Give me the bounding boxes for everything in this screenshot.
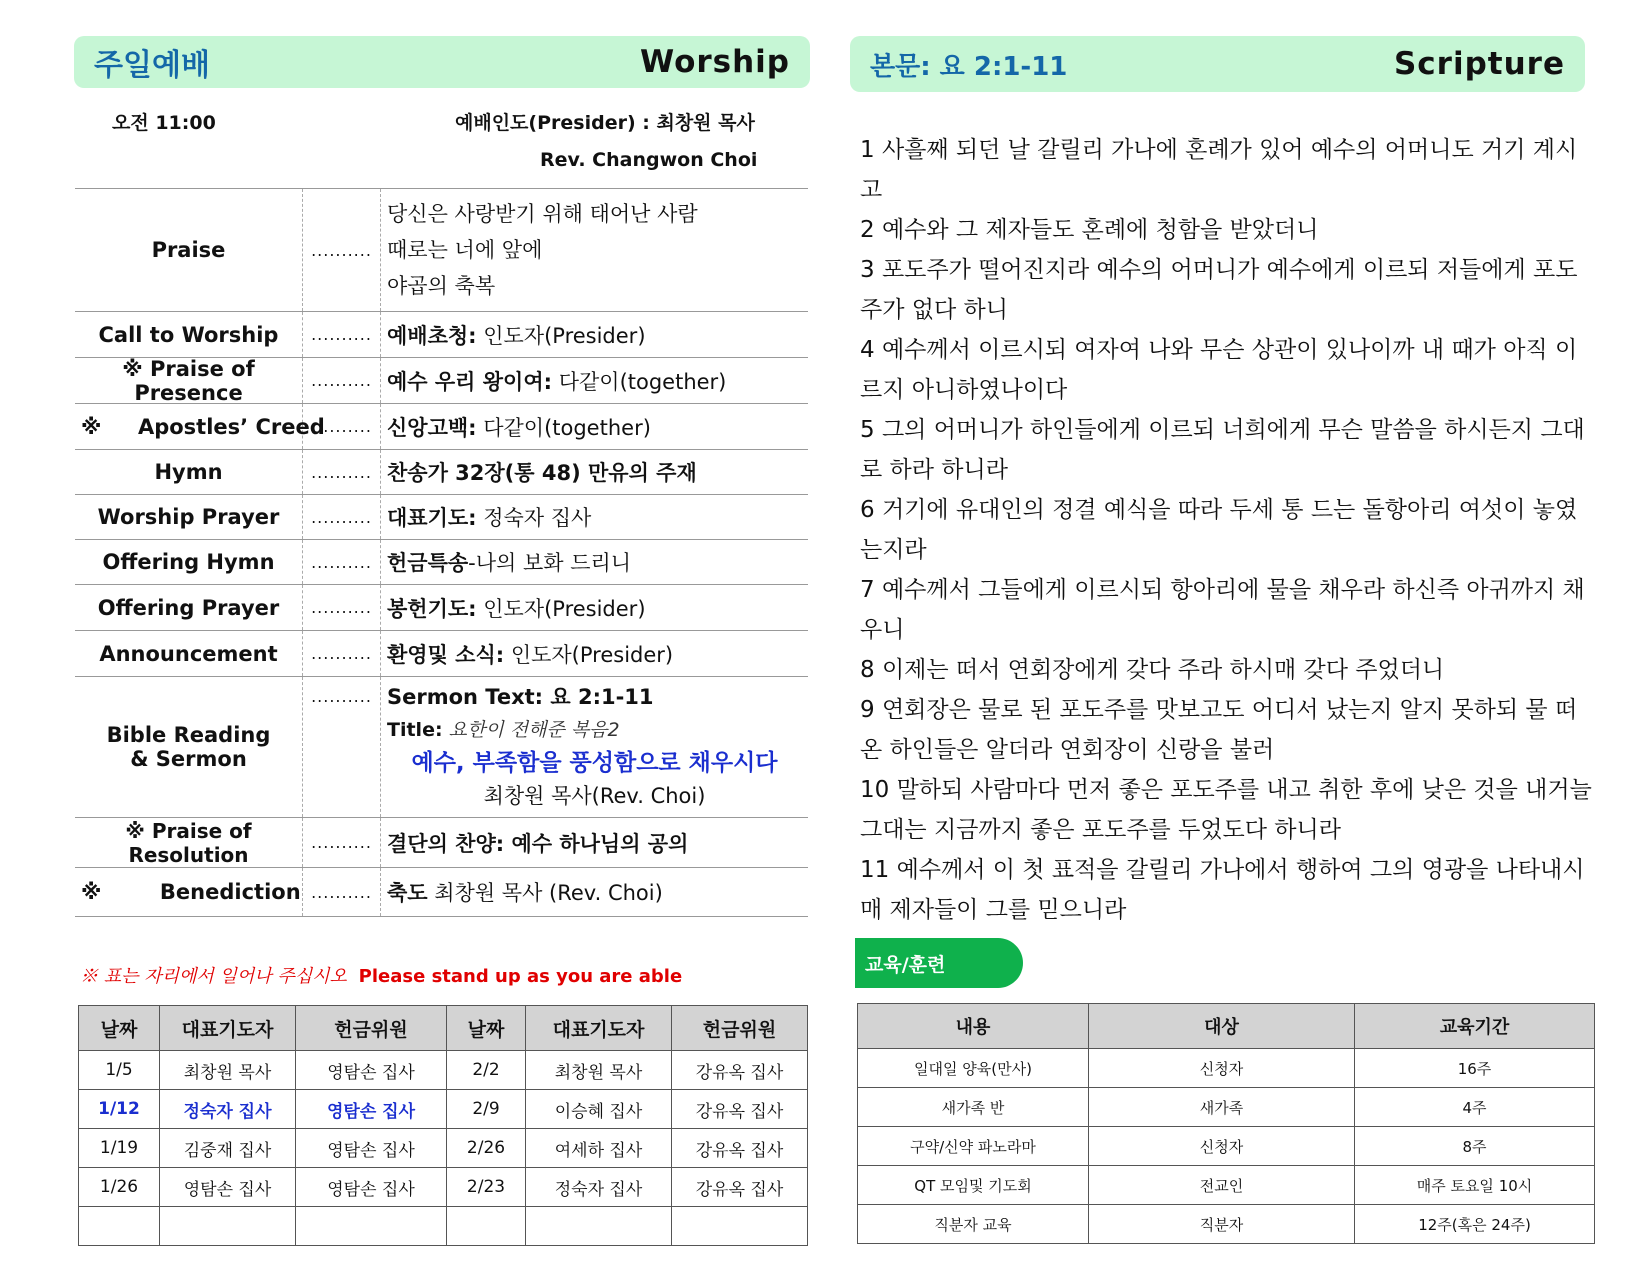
praise-songs (381, 189, 808, 311)
table-cell (296, 1207, 447, 1246)
leader-dots: .......... (303, 818, 381, 867)
order-item-detail (381, 868, 808, 916)
table-cell: 새가족 (1089, 1088, 1355, 1127)
order-item-name: ※ Praise of Resolution (75, 818, 303, 867)
table-cell (447, 1207, 526, 1246)
order-row (75, 450, 808, 495)
detail-bold: 헌금특송 (387, 551, 469, 575)
table-cell: 12주(혹은 24주) (1355, 1205, 1595, 1244)
order-row-sermon (75, 677, 808, 818)
table-cell (526, 1207, 672, 1246)
table-row (79, 1168, 808, 1207)
sermon-detail (381, 677, 808, 817)
order-item-detail (381, 312, 808, 357)
col-header: 교육기간 (1355, 1004, 1595, 1049)
table-cell: 최창원 목사 (160, 1051, 296, 1090)
worship-header (74, 36, 810, 88)
series-title: 요한이 전해준 복음2 (448, 719, 620, 741)
order-item-detail (381, 358, 808, 403)
order-item-detail (381, 631, 808, 676)
scripture-title-kr: 본문: 요 2:1-11 (870, 51, 1068, 82)
detail-bold: 예배초청: (387, 323, 477, 348)
order-row (75, 404, 808, 450)
verse: 9 연회장은 물로 된 포도주를 맛보고도 어디서 났는지 알지 못하되 물 떠온 하인들은 알더라 연회장이 신랑을 불러 (860, 697, 1578, 763)
table-cell: 새가족 반 (858, 1088, 1089, 1127)
table-row (79, 1207, 808, 1246)
table-cell: 1/12 (79, 1090, 160, 1129)
table-cell: 4주 (1355, 1088, 1595, 1127)
col-header: 헌금위원 (672, 1006, 808, 1051)
leader-dots: .......... (303, 450, 381, 494)
table-cell: 강유옥 집사 (672, 1051, 808, 1090)
order-row (75, 585, 808, 631)
table-cell: 직분자 (1089, 1205, 1355, 1244)
praise-song: 때로는 너에 앞에 (387, 238, 543, 262)
table-cell: 강유옥 집사 (672, 1129, 808, 1168)
service-time: 오전 11:00 (112, 112, 216, 134)
table-cell: QT 모임및 기도회 (858, 1166, 1089, 1205)
order-item-name: Announcement (75, 631, 303, 676)
detail-text: 정숙자 집사 (476, 506, 592, 530)
table-cell: 최창원 목사 (526, 1051, 672, 1090)
detail-bold: 대표기도: (387, 506, 477, 530)
table-row (858, 1166, 1595, 1205)
detail-bold: 찬송가 32장(통 48) 만유의 주재 (387, 461, 697, 485)
table-cell: 강유옥 집사 (672, 1090, 808, 1129)
detail-text: -나의 보화 드리니 (468, 551, 632, 575)
rota-header-row (79, 1006, 808, 1051)
presider: 예배인도(Presider) : 최창원 목사 (455, 112, 755, 134)
stand-note (80, 962, 682, 988)
table-cell: 이승혜 집사 (526, 1090, 672, 1129)
detail-bold: 신앙고백: (387, 415, 477, 440)
scripture-text (860, 130, 1595, 930)
table-cell: 1/26 (79, 1168, 160, 1207)
col-header: 날짜 (79, 1006, 160, 1051)
title-label: Title: (387, 719, 443, 741)
verse: 3 포도주가 떨어진지라 예수의 어머니가 예수에게 이르되 저들에게 포도주가 없다 하니 (860, 257, 1578, 323)
table-row (79, 1129, 808, 1168)
sermon-main-title: 예수, 부족함을 풍성함으로 채우시다 (411, 750, 778, 776)
worship-title-en: Worship (639, 44, 790, 80)
order-row (75, 495, 808, 540)
order-row (75, 358, 808, 404)
table-cell: 영탐손 집사 (296, 1090, 447, 1129)
table-row (79, 1090, 808, 1129)
table-cell: 일대일 양육(만사) (858, 1049, 1089, 1088)
order-item-detail (381, 540, 808, 584)
col-header: 대상 (1089, 1004, 1355, 1049)
detail-bold: 축도 (387, 881, 428, 905)
detail-bold: 봉헌기도: (387, 596, 477, 621)
order-item-detail (381, 404, 808, 449)
verse: 10 말하되 사람마다 먼저 좋은 포도주를 내고 취한 후에 낮은 것을 내거늘 그대는 지금까지 좋은 포도주를 두었도다 하니라 (860, 777, 1592, 843)
table-cell: 신청자 (1089, 1127, 1355, 1166)
col-header: 헌금위원 (296, 1006, 447, 1051)
verse: 5 그의 어머니가 하인들에게 이르되 너희에게 무슨 말씀을 하시든지 그대로 하라 하니라 (860, 417, 1585, 483)
sermon-title-line (387, 714, 802, 747)
col-header: 대표기도자 (160, 1006, 296, 1051)
table-cell: 16주 (1355, 1049, 1595, 1088)
order-row (75, 540, 808, 585)
praise-song: 야곱의 축복 (387, 274, 496, 298)
detail-text: 인도자(Presider) (476, 323, 646, 348)
leader-dots: .......... (303, 404, 381, 449)
table-cell: 구약/신약 파노라마 (858, 1127, 1089, 1166)
detail-text: 다같이(together) (476, 415, 651, 440)
preacher: 최창원 목사(Rev. Choi) (483, 784, 706, 808)
sermon-text: Sermon Text: 요 2:1-11 (387, 685, 654, 709)
table-row (858, 1049, 1595, 1088)
table-cell: 2/2 (447, 1051, 526, 1090)
order-item-name: Hymn (75, 450, 303, 494)
order-row (75, 868, 808, 917)
scripture-title-en: Scripture (1393, 46, 1565, 82)
praise-song: 당신은 사랑받기 위해 태어난 사람 (387, 202, 698, 226)
leader-dots: .......... (303, 495, 381, 539)
table-cell: 1/5 (79, 1051, 160, 1090)
leader-dots: .......... (303, 358, 381, 403)
leader-dots: .......... (303, 189, 381, 311)
order-row (75, 189, 808, 312)
col-header: 내용 (858, 1004, 1089, 1049)
table-row (858, 1205, 1595, 1244)
table-cell: 여세하 집사 (526, 1129, 672, 1168)
rota-table (78, 1005, 808, 1246)
order-of-worship (75, 188, 808, 917)
table-cell: 김중재 집사 (160, 1129, 296, 1168)
order-item-name: Worship Prayer (75, 495, 303, 539)
order-item-detail (381, 495, 808, 539)
leader-dots: .......... (303, 677, 381, 817)
stand-note-kr: ※ 표는 자리에서 일어나 주십시오 (80, 966, 347, 987)
table-cell: 영탐손 집사 (160, 1168, 296, 1207)
table-cell: 영탐손 집사 (296, 1051, 447, 1090)
leader-dots: .......... (303, 312, 381, 357)
table-row (858, 1088, 1595, 1127)
worship-title-kr: 주일예배 (94, 48, 210, 83)
table-cell: 정숙자 집사 (160, 1090, 296, 1129)
table-cell: 매주 토요일 10시 (1355, 1166, 1595, 1205)
table-cell: 강유옥 집사 (672, 1168, 808, 1207)
leader-dots: .......... (303, 585, 381, 630)
detail-bold: 예수 우리 왕이여: (387, 369, 553, 394)
table-row (858, 1127, 1595, 1166)
table-cell: 2/9 (447, 1090, 526, 1129)
stand-note-en: Please stand up as you are able (358, 966, 683, 987)
table-cell: 직분자 교육 (858, 1205, 1089, 1244)
edu-header-row (858, 1004, 1595, 1049)
detail-text: 인도자(Presider) (476, 596, 646, 621)
table-cell: 신청자 (1089, 1049, 1355, 1088)
detail-bold: 결단의 찬양: 예수 하나님의 공의 (387, 831, 689, 856)
education-table (857, 1003, 1595, 1244)
leader-dots: .......... (303, 868, 381, 916)
sermon-label: Bible Reading & Sermon (75, 677, 303, 817)
table-cell: 정숙자 집사 (526, 1168, 672, 1207)
table-cell: 전교인 (1089, 1166, 1355, 1205)
leader-dots: .......... (303, 540, 381, 584)
table-cell: 영탐손 집사 (296, 1129, 447, 1168)
detail-text: 다같이(together) (552, 369, 727, 394)
verse: 1 사흘째 되던 날 갈릴리 가나에 혼례가 있어 예수의 어머니도 거기 계시고 (860, 137, 1578, 203)
order-item-detail (381, 818, 808, 867)
col-header: 대표기도자 (526, 1006, 672, 1051)
order-item-name: Praise (75, 189, 303, 311)
order-item-detail (381, 585, 808, 630)
order-item-name: ※ Apostles’ Creed (75, 404, 303, 449)
presider-en: Rev. Changwon Choi (540, 149, 758, 171)
order-item-detail (381, 450, 808, 494)
col-header: 날짜 (447, 1006, 526, 1051)
verse: 8 이제는 떠서 연회장에게 갖다 주라 하시매 갖다 주었더니 (860, 657, 1445, 683)
table-cell: 1/19 (79, 1129, 160, 1168)
table-cell: 영탐손 집사 (296, 1168, 447, 1207)
table-row (79, 1051, 808, 1090)
verse: 6 거기에 유대인의 정결 예식을 따라 두세 통 드는 돌항아리 여섯이 놓였는지라 (860, 497, 1578, 563)
order-item-name: ※ Praise of Presence (75, 358, 303, 403)
verse: 4 예수께서 이르시되 여자여 나와 무슨 상관이 있나이까 내 때가 아직 이르지 아니하였나이다 (860, 337, 1578, 403)
table-cell: 8주 (1355, 1127, 1595, 1166)
order-item-name: Offering Hymn (75, 540, 303, 584)
verse: 7 예수께서 그들에게 이르시되 항아리에 물을 채우라 하신즉 아귀까지 채우니 (860, 577, 1585, 643)
table-cell (79, 1207, 160, 1246)
order-row (75, 312, 808, 358)
table-cell: 2/23 (447, 1168, 526, 1207)
verse: 2 예수와 그 제자들도 혼례에 청함을 받았더니 (860, 217, 1319, 243)
order-row (75, 631, 808, 677)
table-cell: 2/26 (447, 1129, 526, 1168)
verse: 11 예수께서 이 첫 표적을 갈릴리 가나에서 행하여 그의 영광을 나타내시매 제자들이 그를 믿으니라 (860, 857, 1585, 923)
table-cell (160, 1207, 296, 1246)
table-cell (672, 1207, 808, 1246)
scripture-header (850, 36, 1585, 92)
detail-text: 최창원 목사 (Rev. Choi) (427, 881, 663, 905)
order-item-name: Offering Prayer (75, 585, 303, 630)
leader-dots: .......... (303, 631, 381, 676)
order-item-name: Call to Worship (75, 312, 303, 357)
education-tag: 교육/훈련 (855, 938, 1023, 988)
order-item-name: ※ Benediction (75, 868, 303, 916)
detail-text: 인도자(Presider) (504, 642, 674, 667)
order-row (75, 818, 808, 868)
detail-bold: 환영및 소식: (387, 642, 505, 667)
